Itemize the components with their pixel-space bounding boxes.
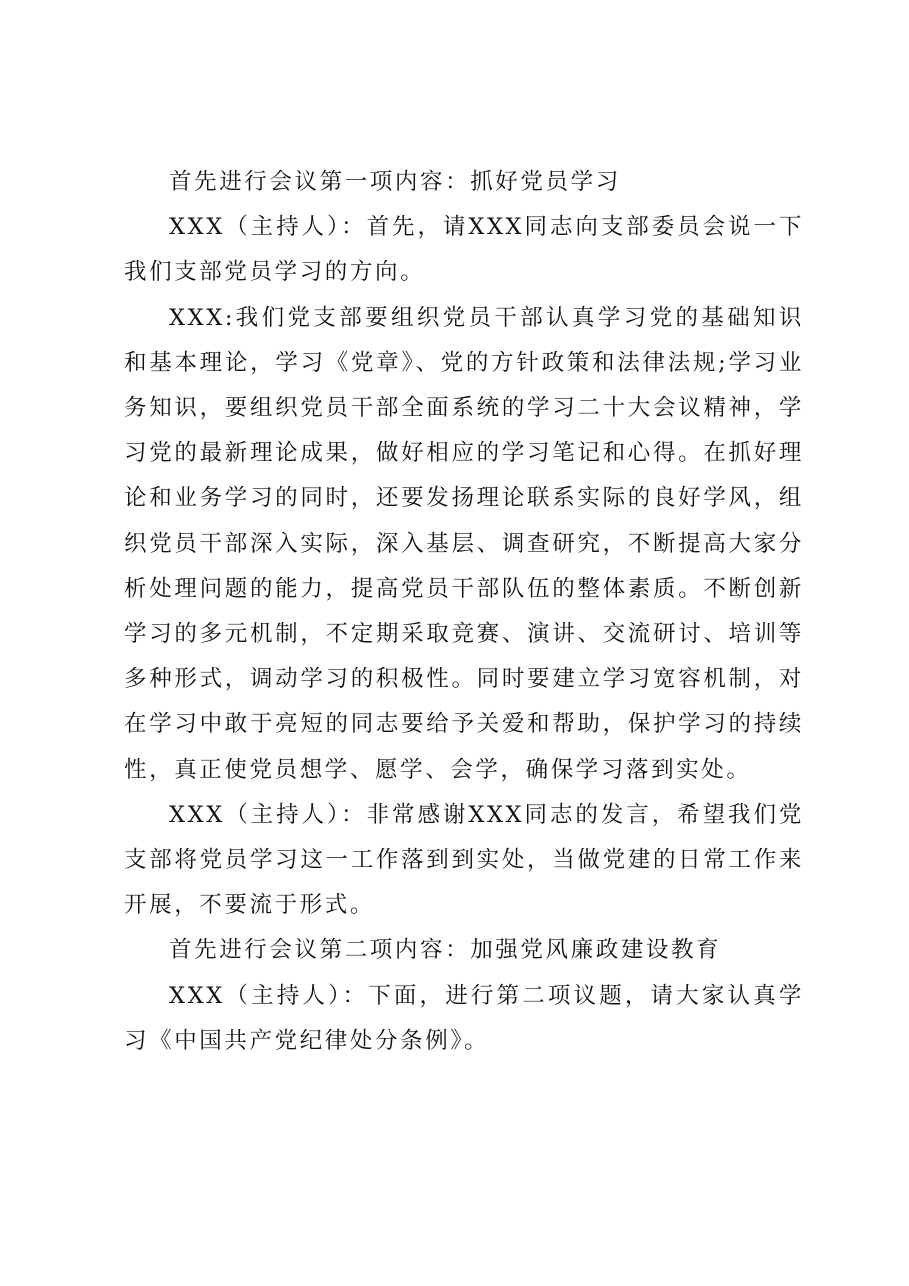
member-speech-paragraph: XXX:我们党支部要组织党员干部认真学习党的基础知识和基本理论，学习《党章》、党的方针政策和法律法规;学习业务知识，要组织党员干部全面系统的学习二十大会议精神，学习党的最新理论成果，做好相应的学习笔记和心得。在抓好理论和业务学习的同时，还要发扬理论联系实际的良好学风，组织党员干部深入实际，深入基层、调查研究，不断提高大家分析处理问题的能力，提高党员干部队伍的整体素质。不断创新学习的多元机制，不定期采取竞赛、演讲、交流研讨、培训等多种形式，调动学习的积极性。同时要建立学习宽容机制，对在学习中敢于亮短的同志要给予关爱和帮助，保护学习的持续性，真正使党员想学、愿学、会学，确保学习落到实处。 <box>124 304 804 783</box>
document-body <box>124 160 804 1064</box>
host-agenda-2-paragraph: XXX（主持人）：下面，进行第二项议题，请大家认真学习《中国共产党纪律处分条例》。 <box>124 982 804 1054</box>
agenda-item-2-heading: 首先进行会议第二项内容：加强党风廉政建设教育 <box>169 937 722 964</box>
agenda-item-1-heading: 首先进行会议第一项内容：抓好党员学习 <box>169 169 621 195</box>
host-thanks-paragraph: XXX（主持人）：非常感谢XXX同志的发言，希望我们党支部将党员学习这一工作落到到实处，当做党建的日常工作来开展，不要流于形式。 <box>124 801 804 919</box>
host-speech-paragraph: XXX（主持人）：首先，请XXX同志向支部委员会说一下我们支部党员学习的方向。 <box>124 214 804 286</box>
